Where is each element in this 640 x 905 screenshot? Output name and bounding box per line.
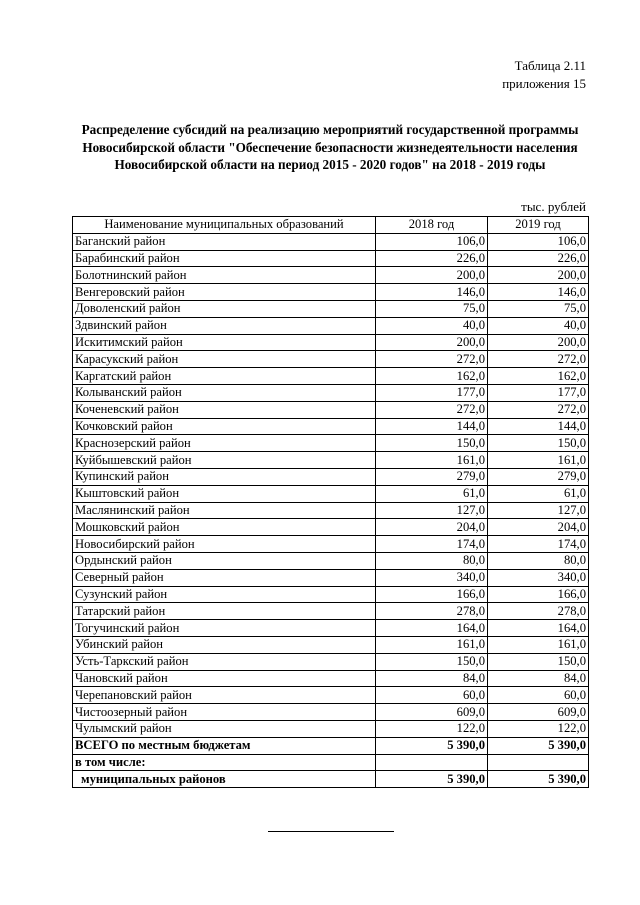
municipality-name: Коченевский район [73,401,376,418]
value-2018: 60,0 [376,687,488,704]
table-row [73,485,589,502]
value-2019: 272,0 [488,351,589,368]
value-2018: 200,0 [376,267,488,284]
value-2019: 200,0 [488,267,589,284]
table-row [73,317,589,334]
value-2018: 204,0 [376,519,488,536]
table-row [73,636,589,653]
title-line: Распределение субсидий на реализацию мероприятий государственной программы [81,122,579,137]
value-2018: 106,0 [376,233,488,250]
table-reference [502,57,586,93]
value-2018: 164,0 [376,620,488,637]
municipality-name: Кыштовский район [73,485,376,502]
value-2018: 162,0 [376,368,488,385]
municipality-name: Чистоозерный район [73,704,376,721]
municipal-2018: 5 390,0 [376,771,488,788]
table-row [73,687,589,704]
table-row [73,300,589,317]
header-municipality: Наименование муниципальных образований [73,217,376,234]
value-2019: 177,0 [488,384,589,401]
municipality-name: Черепановский район [73,687,376,704]
table-row [73,351,589,368]
value-2018: 150,0 [376,435,488,452]
title-line: Новосибирской области на период 2015 - 2020 годов" на 2018 - 2019 годы [114,157,546,172]
municipality-name: Купинский район [73,468,376,485]
including-row [73,754,589,771]
including-empty [376,754,488,771]
table-row [73,452,589,469]
table-row [73,620,589,637]
value-2019: 144,0 [488,418,589,435]
municipal-label: муниципальных районов [73,771,376,788]
municipality-name: Колыванский район [73,384,376,401]
value-2018: 150,0 [376,653,488,670]
subsidy-table [72,216,589,788]
table-row [73,653,589,670]
value-2018: 80,0 [376,552,488,569]
municipality-name: Доволенский район [73,300,376,317]
table-row [73,519,589,536]
value-2018: 75,0 [376,300,488,317]
municipality-name: Барабинский район [73,250,376,267]
municipal-row [73,771,589,788]
table-row [73,368,589,385]
document-title [60,121,600,174]
municipality-name: Убинский район [73,636,376,653]
value-2019: 84,0 [488,670,589,687]
value-2018: 272,0 [376,351,488,368]
municipality-name: Кочковский район [73,418,376,435]
value-2018: 279,0 [376,468,488,485]
municipality-name: Сузунский район [73,586,376,603]
municipality-name: Мошковский район [73,519,376,536]
value-2019: 161,0 [488,636,589,653]
table-row [73,284,589,301]
total-2019: 5 390,0 [488,737,589,754]
table-row [73,603,589,620]
value-2018: 144,0 [376,418,488,435]
municipal-2019: 5 390,0 [488,771,589,788]
value-2019: 162,0 [488,368,589,385]
municipality-name: Тогучинский район [73,620,376,637]
table-body [73,233,589,737]
table-row [73,720,589,737]
value-2018: 340,0 [376,569,488,586]
table-row [73,552,589,569]
municipality-name: Чановский район [73,670,376,687]
value-2018: 609,0 [376,704,488,721]
value-2019: 150,0 [488,653,589,670]
table-row [73,670,589,687]
value-2018: 166,0 [376,586,488,603]
value-2019: 204,0 [488,519,589,536]
table-row [73,233,589,250]
including-empty [488,754,589,771]
table-row [73,468,589,485]
header-2018: 2018 год [376,217,488,234]
table-row [73,334,589,351]
value-2018: 278,0 [376,603,488,620]
total-2018: 5 390,0 [376,737,488,754]
table-row [73,384,589,401]
header-2019: 2019 год [488,217,589,234]
municipality-name: Ордынский район [73,552,376,569]
value-2019: 278,0 [488,603,589,620]
municipality-name: Болотнинский район [73,267,376,284]
value-2018: 122,0 [376,720,488,737]
title-line: Новосибирской области "Обеспечение безопасности жизнедеятельности населения [82,139,578,155]
value-2019: 272,0 [488,401,589,418]
unit-label: тыс. рублей [521,199,586,214]
value-2019: 279,0 [488,468,589,485]
value-2018: 40,0 [376,317,488,334]
value-2018: 200,0 [376,334,488,351]
appendix-reference: приложения 15 [502,76,586,91]
value-2018: 174,0 [376,536,488,553]
table-row [73,586,589,603]
table-row [73,250,589,267]
value-2018: 161,0 [376,452,488,469]
table-row [73,502,589,519]
table-number: Таблица 2.11 [514,58,586,73]
value-2018: 272,0 [376,401,488,418]
municipality-name: Новосибирский район [73,536,376,553]
value-2019: 609,0 [488,704,589,721]
separator-line [268,831,394,832]
value-2018: 177,0 [376,384,488,401]
table-row [73,704,589,721]
value-2019: 174,0 [488,536,589,553]
including-label: в том числе: [73,754,376,771]
municipality-name: Куйбышевский район [73,452,376,469]
municipality-name: Чулымский район [73,720,376,737]
value-2019: 166,0 [488,586,589,603]
table-row [73,435,589,452]
total-label: ВСЕГО по местным бюджетам [73,737,376,754]
municipality-name: Краснозерский район [73,435,376,452]
table-header-row [73,217,589,234]
table-row [73,267,589,284]
municipality-name: Баганский район [73,233,376,250]
municipality-name: Каргатский район [73,368,376,385]
value-2019: 146,0 [488,284,589,301]
municipality-name: Северный район [73,569,376,586]
municipality-name: Татарский район [73,603,376,620]
municipality-name: Венгеровский район [73,284,376,301]
value-2019: 127,0 [488,502,589,519]
municipality-name: Маслянинский район [73,502,376,519]
value-2019: 60,0 [488,687,589,704]
municipality-name: Здвинский район [73,317,376,334]
table-row [73,418,589,435]
value-2019: 80,0 [488,552,589,569]
value-2019: 150,0 [488,435,589,452]
value-2019: 340,0 [488,569,589,586]
value-2019: 122,0 [488,720,589,737]
value-2018: 61,0 [376,485,488,502]
table-row [73,536,589,553]
value-2018: 84,0 [376,670,488,687]
value-2018: 146,0 [376,284,488,301]
value-2019: 161,0 [488,452,589,469]
value-2018: 127,0 [376,502,488,519]
value-2019: 164,0 [488,620,589,637]
value-2019: 40,0 [488,317,589,334]
value-2019: 75,0 [488,300,589,317]
table-row [73,569,589,586]
value-2019: 200,0 [488,334,589,351]
municipality-name: Карасукский район [73,351,376,368]
value-2018: 161,0 [376,636,488,653]
total-row [73,737,589,754]
municipality-name: Искитимский район [73,334,376,351]
value-2019: 226,0 [488,250,589,267]
table-row [73,401,589,418]
value-2019: 61,0 [488,485,589,502]
value-2018: 226,0 [376,250,488,267]
municipality-name: Усть-Таркский район [73,653,376,670]
value-2019: 106,0 [488,233,589,250]
